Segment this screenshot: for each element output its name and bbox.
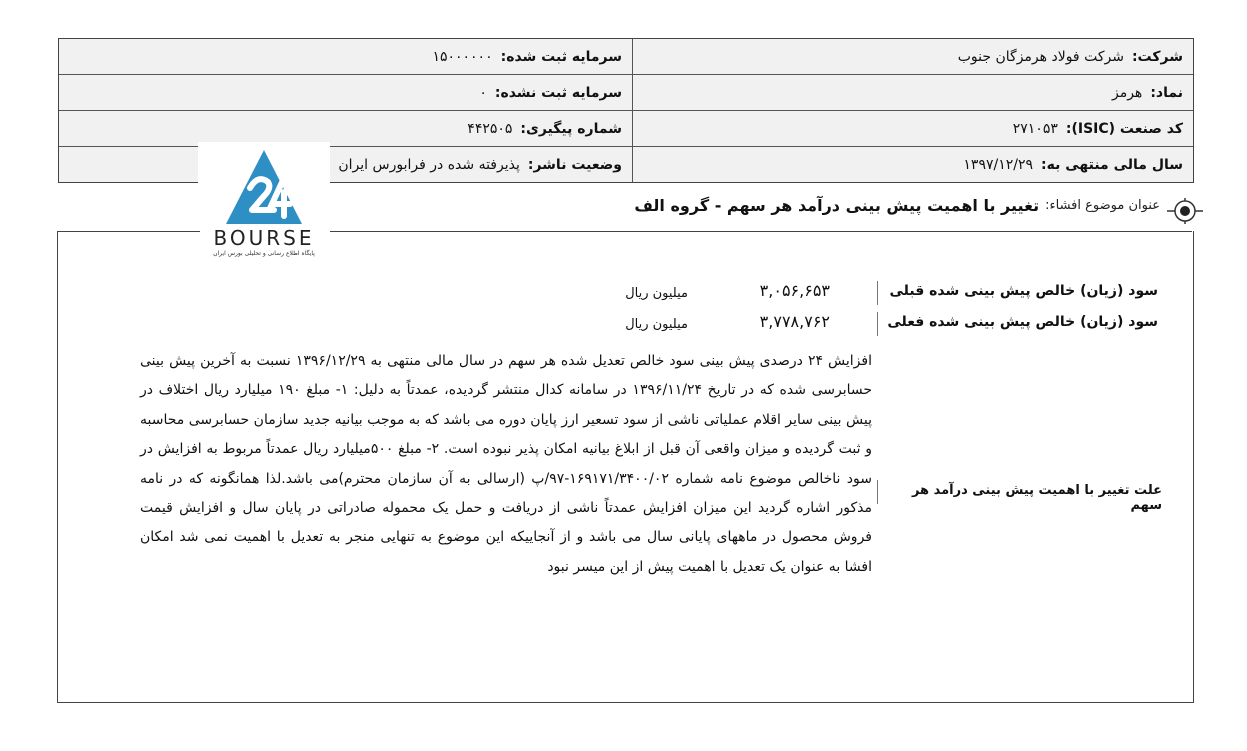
label-separator <box>877 281 878 305</box>
isic-label: کد صنعت (ISIC): <box>1065 120 1183 137</box>
subject-title: تغییر با اهمیت پیش بینی درآمد هر سهم - گروه الف <box>634 196 1040 215</box>
logo-tagline: پایگاه اطلاع رسانی و تحلیلی بورس ایران <box>213 250 315 257</box>
subject-label: عنوان موضوع افشاء: <box>1045 198 1160 213</box>
publisher-status-cell <box>59 147 633 182</box>
tracking-number-label: شماره پیگیری: <box>520 120 622 137</box>
registered-capital-cell <box>59 39 633 74</box>
info-row-company <box>59 39 1193 74</box>
previous-forecast-unit: میلیون ریال <box>625 286 688 301</box>
registered-capital-label: سرمایه ثبت شده: <box>500 48 622 65</box>
isic-value: ۲۷۱۰۵۳ <box>1012 120 1058 137</box>
isic-cell <box>633 111 1193 146</box>
fiscal-year-value: ۱۳۹۷/۱۲/۲۹ <box>963 156 1033 173</box>
current-forecast-unit: میلیون ریال <box>625 317 688 332</box>
label-separator <box>877 480 878 504</box>
publisher-status-value: پذیرفته شده در فرابورس ایران <box>338 156 520 173</box>
previous-forecast-label: سود (زیان) خالص پیش بینی شده قبلی <box>889 283 1158 299</box>
box-top-border-right <box>330 231 1192 232</box>
unregistered-capital-value: ۰ <box>479 84 487 101</box>
unregistered-capital-cell <box>59 75 633 110</box>
logo-wordmark: BOURSE <box>213 226 315 250</box>
registered-capital-value: ۱۵۰۰۰۰۰۰ <box>432 48 493 65</box>
company-label: شرکت: <box>1131 48 1183 65</box>
info-row-isic <box>59 110 1193 146</box>
symbol-label: نماد: <box>1150 84 1183 101</box>
label-separator <box>877 312 878 336</box>
fiscal-year-label: سال مالی منتهی به: <box>1041 156 1183 173</box>
target-icon <box>1167 196 1203 226</box>
symbol-value: هرمز <box>1111 84 1143 101</box>
publisher-status-label: وضعیت ناشر: <box>527 156 622 173</box>
fiscal-year-cell <box>633 147 1193 182</box>
disclosure-subject <box>560 196 1160 215</box>
box-top-border-left <box>57 231 200 232</box>
current-forecast-value: ۳,۷۷۸,۷۶۲ <box>759 312 830 331</box>
company-name-cell <box>633 39 1193 74</box>
company-name: شرکت فولاد هرمزگان جنوب <box>957 48 1124 65</box>
info-row-symbol <box>59 74 1193 110</box>
current-forecast-label: سود (زیان) خالص پیش بینی شده فعلی <box>887 314 1158 330</box>
previous-forecast-value: ۳,۰۵۶,۶۵۳ <box>759 281 830 300</box>
unregistered-capital-label: سرمایه ثبت نشده: <box>494 84 622 101</box>
bourse-logo-icon <box>198 142 330 228</box>
change-reason-label: علت تغییر با اهمیت پیش بینی درآمد هر سهم <box>911 483 1162 513</box>
change-reason-text: افزایش ۲۴ درصدی پیش بینی سود خالص تعدیل شده هر سهم در سال مالی منتهی به ۱۳۹۶/۱۲/۲۹ نسبت به آخرین پیش بینی حسابرسی شده که در تاریخ ۱۳۹۶/۱۱/۲۴ در سامانه کدال منتشر گردیده، عمدتاً به دلیل: ۱- مبلغ ۱۹۰ میلیارد ریال اختلاف در پیش بینی سایر اقلام عملیاتی ناشی از سود تسعیر ارز پایان دوره می باشد که به موجب بیانیه جدید سازمان حسابرسی محاسبه و ثبت گردیده و میزان واقعی آن قبل از ابلاغ بیانیه امکان پذیر نبوده است. ۲- مبلغ ۵۰۰میلیارد ریال عمدتاً مربوط به افزایش در سود ناخالص موضوع نامه شماره ۱۶۹۱۷۱/۳۴۰۰/۰۲-۹۷/پ (ارسالی به آن سازمان محترم)می باشد.لذا همانگونه که در نامه مذکور اشاره گردید این میزان افزایش عمدتاً ناشی از دریافت و حمل یک محموله صادراتی در پایان سال و افزایش قیمت فروش محصول در ماههای پایانی سال می باشد و از آنجاییکه این موضوع به تنهایی منجر به تعدیل با اهمیت نمی شد امکان افشا به عنوان یک تعدیل با اهمیت پیش از این میسر نبود <box>140 353 872 575</box>
symbol-cell <box>633 75 1193 110</box>
tracking-number-cell <box>59 111 633 146</box>
tracking-number-value: ۴۴۲۵۰۵ <box>467 120 513 137</box>
